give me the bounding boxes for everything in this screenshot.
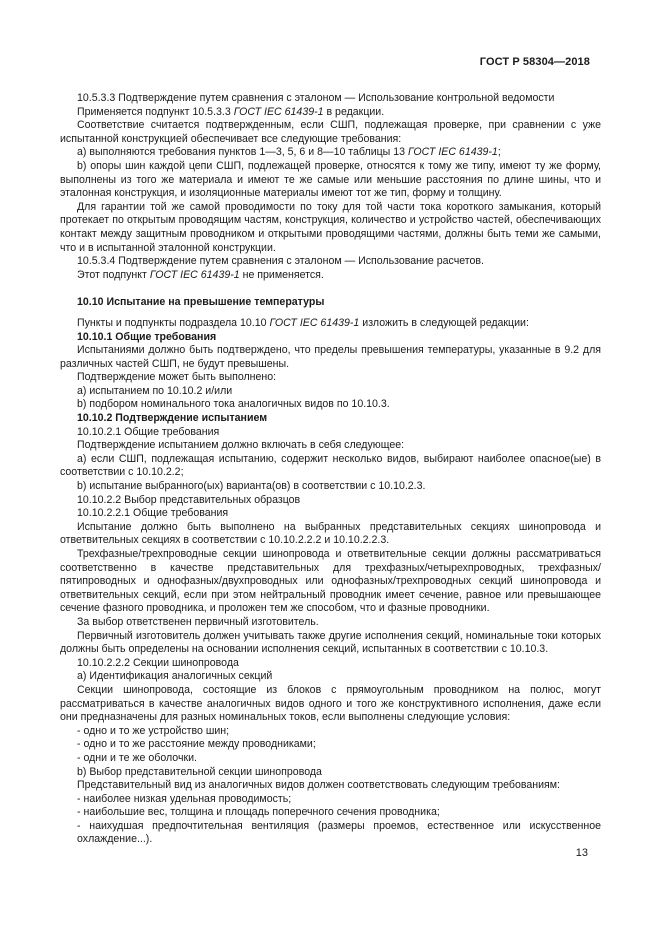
list-item: a) испытанием по 10.10.2 и/или (77, 384, 233, 397)
paragraph: 10.5.3.3 Подтверждение путем сравнения с эталоном — Использование контрольной ведомости (77, 92, 555, 104)
paragraph: Секции шинопровода, состоящие из блоков с прямоугольным проводником на полюс, могут рассматриваться в качестве аналогичных видов одного и того же конструктивного исполнения, даже если они предназначены для разных номинальных токов, если выполнены следующие условия: (60, 683, 601, 724)
text-run: Применяется подпункт 10.5.3.3 (77, 105, 234, 118)
page-number: 13 (575, 847, 588, 859)
paragraph: Испытание должно быть выполнено на выбранных представительных секциях шинопровода и ответвительных секциях в соответствии с 10.10.2.2.2 и 10.10.2.2.3. (60, 520, 601, 547)
paragraph: Представительный вид из аналогичных видов должен соответствовать следующим требованиям: (77, 779, 560, 792)
paragraph (60, 269, 601, 283)
text-run: Этот подпункт (77, 268, 150, 281)
paragraph: Для гарантии той же самой проводимости по току для той части тока короткого замыкания, который протекает по открытым проводящим частям, конструкция, количество и устройство частей, обеспечивающих контакт между защитным проводником и открытыми проводящими частями, должны быть теми же самыми, что и в испытанной эталонной конструкции. (60, 200, 601, 254)
dash-item: - одни и те же оболочки. (77, 751, 197, 764)
text-run: изложить в следующей редакции: (359, 316, 529, 329)
paragraph: 10.10.2.1 Общие требования (77, 425, 220, 438)
document-header: ГОСТ Р 58304—2018 (479, 56, 590, 68)
dash-item: - одно и то же расстояние между проводниками; (77, 738, 316, 751)
paragraph (60, 317, 601, 331)
section-heading: 10.10 Испытание на превышение температуры (77, 296, 325, 309)
subsection-heading: 10.10.2 Подтверждение испытанием (77, 412, 268, 425)
list-item (60, 146, 601, 160)
text-run: a) выполняются требования пунктов 1—3, 5, 6 и 8—10 таблицы 13 (77, 146, 408, 159)
document-body (60, 92, 601, 847)
list-item: a) Идентификация аналогичных секций (77, 670, 273, 683)
paragraph: 10.5.3.4 Подтверждение путем сравнения с эталоном — Использование расчетов. (77, 255, 484, 268)
dash-item: - наихудшая предпочтительная вентиляция (размеры проемов, естественное или искусственное охлаждение...). (77, 819, 601, 846)
paragraph: Первичный изготовитель должен учитывать также другие исполнения секций, номинальные токи которых должны быть определены на основании исполнения секций, испытанных в соответствии с 10.10.3. (60, 629, 601, 656)
standard-reference: ГОСТ IEC 61439-1 (407, 146, 498, 159)
paragraph: 10.10.2.2.2 Секции шинопровода (77, 656, 239, 669)
paragraph: Трехфазные/трехпроводные секции шинопровода и ответвительные секции должны рассматриваться соответственно в качестве представительных для трехфазных/четырехпроводных, трехфазных/пятипроводных и однофазных/двухпроводных или однофазных/трехпроводных секций шинопровода и ответвительных секций, если при этом нейтральный проводник имеет сечение, равное или превышающее сечение фазного проводника, и проложен тем же способом, что и фазные проводники. (60, 548, 601, 615)
text-run: Пункты и подпункты подраздела 10.10 (77, 316, 270, 329)
paragraph: 10.10.2.2.1 Общие требования (77, 507, 229, 520)
paragraph: За выбор ответственен первичный изготовитель. (77, 615, 319, 628)
paragraph (60, 106, 601, 120)
paragraph: 10.10.2.2 Выбор представительных образцов (77, 493, 301, 506)
text-run: в редакции. (323, 105, 385, 118)
list-item: b) подбором номинального тока аналогичных видов по 10.10.3. (77, 398, 390, 411)
paragraph: Соответствие считается подтвержденным, если СШП, подлежащая проверке, при сравнении с уже испытанной конструкцией обеспечивает все следующие требования: (60, 119, 601, 145)
standard-reference: ГОСТ IEC 61439-1 (233, 105, 324, 118)
text-run: не применяется. (239, 268, 324, 281)
list-item: b) опоры шин каждой цепи СШП, подлежащей проверке, относятся к тому же типу, имеют ту же форму, выполнены из того же материала и имеют те же самые или меньшие расстояния по длине шины, что и эталонная конструкция, и изоляционные материалы имеют тот же тип, форму и толщину. (60, 159, 601, 200)
dash-item: - одно и то же устройство шин; (77, 724, 230, 737)
dash-item: - наибольшие вес, толщина и площадь поперечного сечения проводника; (77, 806, 440, 819)
paragraph: Подтверждение может быть выполнено: (77, 371, 277, 384)
standard-reference: ГОСТ IEC 61439-1 (269, 316, 360, 329)
subsection-heading: 10.10.1 Общие требования (77, 330, 217, 343)
paragraph: Испытаниями должно быть подтверждено, что пределы превышения температуры, указанные в 9.2 для различных частей СШП, не будут превышены. (60, 344, 601, 370)
standard-reference: ГОСТ IEC 61439-1 (149, 268, 240, 281)
list-item: b) испытание выбранного(ых) варианта(ов) в соответствии с 10.10.2.3. (77, 480, 426, 493)
list-item: a) если СШП, подлежащая испытанию, содержит несколько видов, выбирают наиболее опасное(ые) в соответствии с 10.10.2.2; (60, 452, 601, 479)
dash-item: - наиболее низкая удельная проводимость; (77, 792, 292, 805)
text-run: ; (497, 146, 501, 159)
list-item: b) Выбор представительной секции шинопровода (77, 765, 322, 778)
paragraph: Подтверждение испытанием должно включать в себя следующее: (77, 439, 405, 452)
